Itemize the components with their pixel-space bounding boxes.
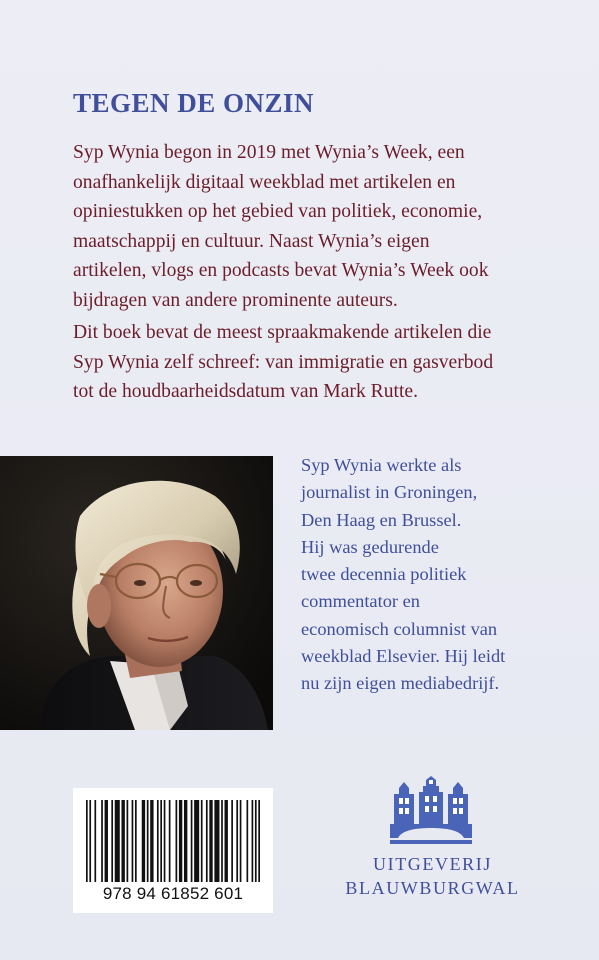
barcode-bar	[94, 800, 96, 882]
barcode-bars	[86, 800, 260, 882]
barcode-bar	[221, 800, 223, 882]
barcode-bar	[246, 800, 248, 882]
publisher-name-line2: BLAUWBURGWAL	[345, 878, 520, 898]
barcode-bar	[201, 800, 203, 882]
barcode-bar	[179, 800, 182, 882]
barcode-bar	[169, 800, 171, 882]
isbn-barcode	[73, 788, 273, 913]
book-title: TEGEN DE ONZIN	[73, 88, 315, 118]
barcode-bar	[209, 800, 212, 882]
barcode-bar	[160, 800, 162, 882]
author-portrait-image	[0, 456, 273, 730]
barcode-bar	[252, 800, 254, 882]
barcode-bar	[157, 800, 159, 882]
intro-line: bijdragen van andere prominente auteurs.	[73, 289, 398, 311]
barcode-bar	[164, 800, 166, 882]
summary-line: Syp Wynia zelf schreef: van immigratie en gasverbod	[73, 351, 494, 373]
barcode-bar	[231, 800, 233, 882]
bio-line: Hij was gedurende	[301, 536, 439, 557]
bio-line: journalist in Groningen,	[301, 482, 478, 503]
barcode-bar	[214, 800, 219, 882]
intro-line: artikelen, vlogs en podcasts bevat Wynia’s Week ook	[73, 260, 489, 281]
barcode-bar	[240, 800, 242, 882]
barcode-bar	[147, 800, 149, 882]
barcode-bar	[236, 800, 238, 882]
intro-line: Syp Wynia begon in 2019 met Wynia’s Week, een	[73, 142, 465, 163]
barcode-bar	[101, 800, 103, 882]
publisher-name-line1: UITGEVERIJ	[373, 854, 492, 874]
barcode-bar	[86, 800, 88, 882]
intro-line: onafhankelijk digitaal weekblad met artikelen en	[73, 171, 456, 193]
barcode-bar	[111, 800, 113, 882]
intro-paragraph	[73, 138, 543, 315]
summary-line: tot de houdbaarheidsdatum van Mark Rutte.	[73, 381, 418, 402]
bio-line: nu zijn eigen mediabedrijf.	[301, 673, 500, 694]
barcode-bar	[89, 800, 91, 882]
intro-line: opiniestukken op het gebied van politiek, economie,	[73, 201, 483, 222]
bio-line: commentator en	[301, 591, 420, 612]
barcode-bar	[142, 800, 145, 882]
barcode-bar	[150, 800, 153, 882]
barcode-bar	[258, 800, 260, 882]
barcode-bar	[225, 800, 228, 882]
barcode-bar	[184, 800, 187, 882]
barcode-bar	[206, 800, 208, 882]
author-photo	[0, 456, 273, 730]
barcode-bar	[105, 800, 108, 882]
isbn-number: 978 94 61852 601	[102, 884, 244, 903]
barcode-bar	[191, 800, 193, 882]
barcode-bar	[135, 800, 137, 882]
barcode-bar	[194, 800, 199, 882]
barcode-bar	[176, 800, 178, 882]
intro-line: maatschappij en cultuur. Naast Wynia’s eigen	[73, 230, 430, 252]
barcode-bar	[255, 800, 257, 882]
bio-line: weekblad Elsevier. Hij leidt	[301, 646, 506, 667]
bio-line: Den Haag en Brussel.	[301, 509, 462, 530]
bio-line: Syp Wynia werkte als	[301, 455, 462, 475]
canal-houses-bridge-icon	[390, 776, 472, 846]
summary-paragraph	[73, 318, 543, 407]
bio-line: twee decennia politiek	[301, 564, 467, 585]
barcode-bar	[121, 800, 124, 882]
barcode-bar	[127, 800, 129, 882]
bio-line: economisch columnist van	[301, 618, 498, 639]
author-bio	[301, 452, 591, 698]
summary-line: Dit boek bevat de meest spraakmakende artikelen die	[73, 322, 492, 343]
barcode-bar	[115, 800, 120, 882]
barcode-bar	[132, 800, 134, 882]
